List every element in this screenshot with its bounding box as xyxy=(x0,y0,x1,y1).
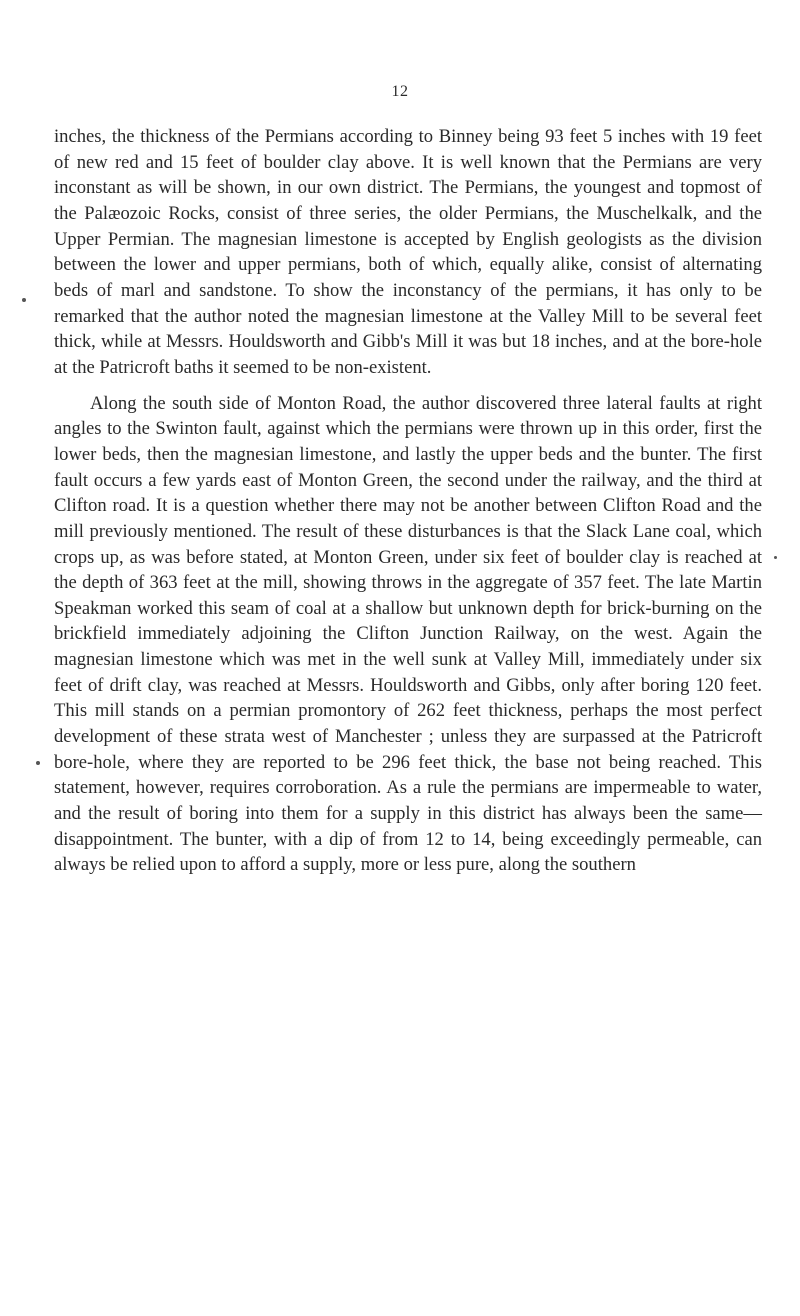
body-text xyxy=(54,124,762,878)
margin-dot-mark xyxy=(36,761,40,765)
margin-dot-mark xyxy=(774,556,777,559)
page-number: 12 xyxy=(391,83,409,100)
paragraph-1: inches, the thickness of the Permians according to Binney being 93 feet 5 inches with 19 feet of new red and 15 feet of boulder clay above. It is well known that the Permians are very inconstant as will be shown, in our own district. The Permians, the youngest and topmost of the Palæozoic Rocks, consist of three series, the older Permians, the Muschelkalk, and the Upper Permian. The magnesian limestone is accepted by English geologists as the division between the lower and upper permians, both of which, equally alike, consist of alternating beds of marl and sandstone. To show the inconstancy of the permians, it has only to be remarked that the author noted the magnesian limestone at the Valley Mill to be several feet thick, while at Messrs. Houldsworth and Gibb's Mill it was but 18 inches, and at the bore-hole at the Patricroft baths it seemed to be non-existent. xyxy=(54,126,762,378)
margin-dot-mark xyxy=(22,298,26,302)
paragraph-2: Along the south side of Monton Road, the author discovered three lateral faults at right angles to the Swinton fault, against which the permians were thrown up in this order, first the lower beds, then the magnesian limestone, and lastly the upper beds and the bunter. The first fault occurs a few yards east of Monton Green, the second under the railway, and the third at Clifton road. It is a question whether there may not be another between Clifton Road and the mill previously mentioned. The result of these disturbances is that the Slack Lane coal, which crops up, as was before stated, at Monton Green, under six feet of boulder clay is reached at the depth of 363 feet at the mill, showing throws in the aggregate of 357 feet. The late Martin Speakman worked this seam of coal at a shallow but unknown depth for brick-burning on the brickfield immediately adjoining the Clifton Junction Railway, on the west. Again the magnesian limestone which was met in the well sunk at Valley Mill, immediately under six feet of drift clay, was reached at Messrs. Houldsworth and Gibbs, only after boring 120 feet. This mill stands on a permian promontory of 262 feet thickness, perhaps the most perfect development of these strata west of Manchester ; unless they are surpassed at the Patricroft bore-hole, where they are reported to be 296 feet thick, the base not being reached. This statement, however, requires corroboration. As a rule the permians are impermeable to water, and the result of boring into them for a supply in this district has always been the same—disappointment. The bunter, with a dip of from 12 to 14, being exceedingly permeable, can always be relied upon to afford a supply, more or less pure, along the southern xyxy=(54,392,762,876)
